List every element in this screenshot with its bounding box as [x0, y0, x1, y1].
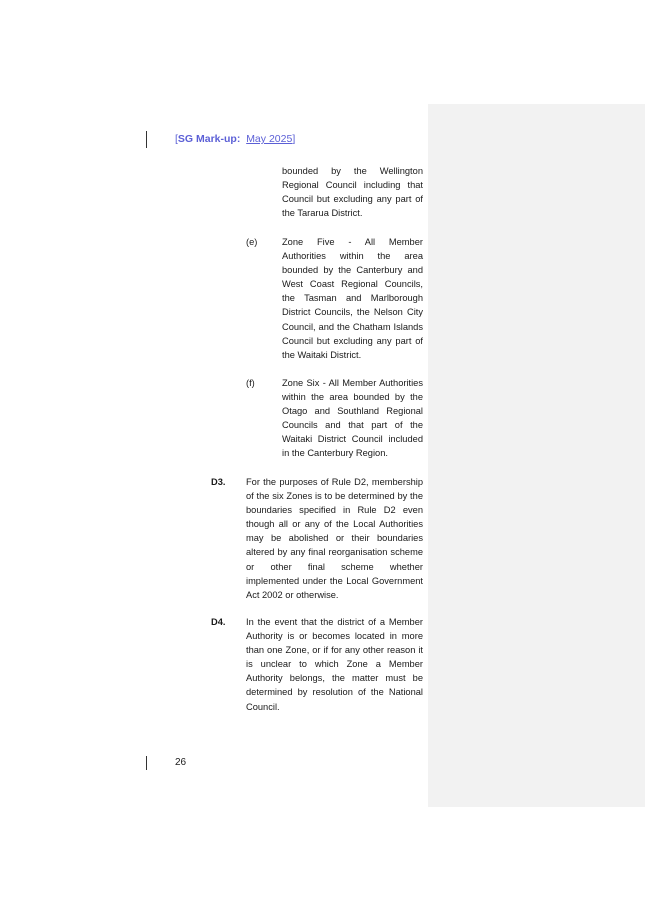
header-bracket-close: ]	[292, 133, 296, 145]
page-number: 26	[175, 757, 187, 768]
header-markup-label: SG Mark-up:	[177, 133, 241, 145]
item-text-f: Zone Six - All Member Authorities within the area bounded by the Otago and Southland Regional Councils and that part of the Waitaki District Council included in the Canterbury Region.	[282, 378, 423, 459]
change-bar-header	[146, 131, 147, 148]
item-text-e: Zone Five - All Member Authorities within the area bounded by the Canterbury and West Coast Regional Councils, the Tasman and Marlborough District Councils, the Nelson City Council, and the Chatham Islands Council but excluding any part of the Waitaki District.	[282, 237, 423, 360]
rule-text-d4: In the event that the district of a Member Authority is or becomes located in more than one Zone, or if for any other reason it is unclear to which Zone a Member Authority belongs, the matter must be determined by resolution of the National Council.	[246, 617, 423, 712]
rule-text-d3: For the purposes of Rule D2, membership of the six Zones is to be determined by the boundaries specified in Rule D2 even though all or any of the Local Authorities may be abolished or their boundaries altered by any final reorganisation scheme or other final scheme whether implemented under the Local Government Act 2002 or otherwise.	[246, 477, 423, 600]
page-header	[175, 133, 295, 145]
item-label-e: (e)	[246, 237, 258, 247]
change-bar-footer	[146, 756, 147, 770]
continuation-paragraph: bounded by the Wellington Regional Council including that Council but excluding any part of the Tararua District.	[282, 166, 423, 219]
item-label-f: (f)	[246, 378, 255, 388]
header-bracket-open: [	[175, 133, 178, 145]
rule-label-d4: D4.	[211, 617, 226, 627]
comment-pane	[428, 104, 645, 807]
rule-label-d3: D3.	[211, 477, 226, 487]
header-date: May 2025	[246, 133, 293, 145]
